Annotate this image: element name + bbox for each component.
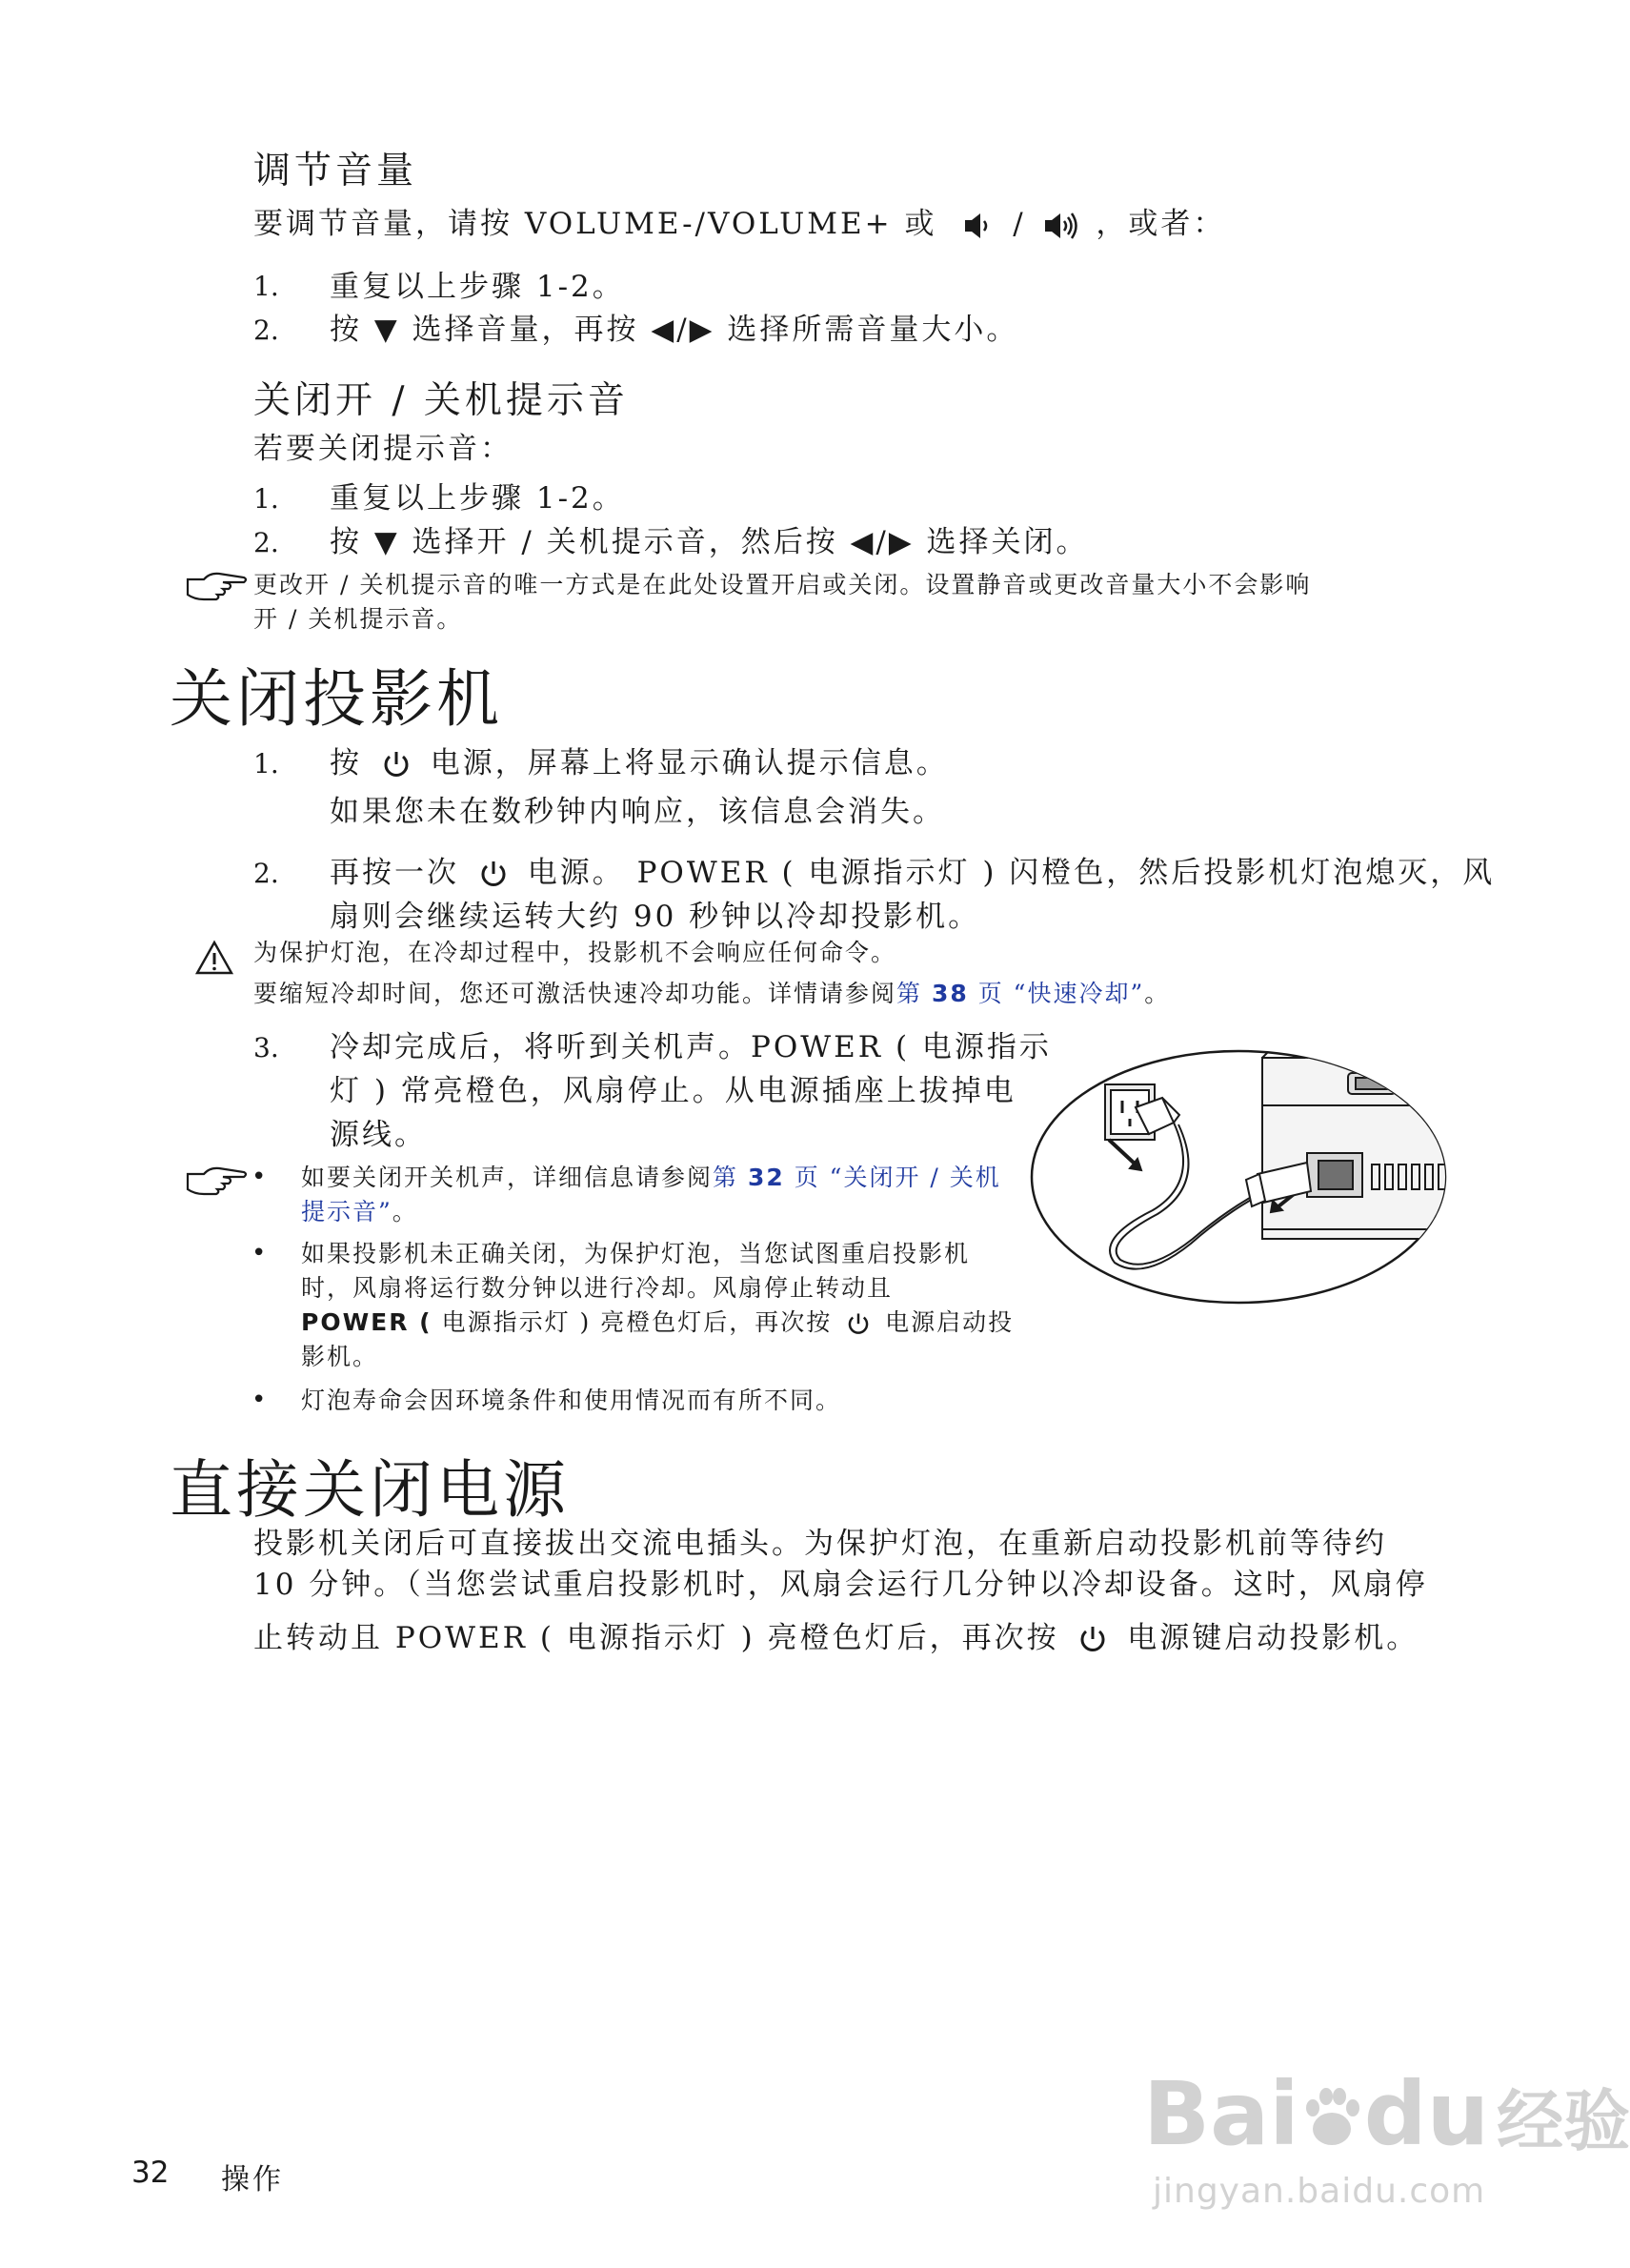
direct-line-1: 投影机关闭后可直接拔出交流电插头。为保护灯泡，在重新启动投影机前等待约 [253, 1527, 1387, 1561]
warning-line-2-end: 。 [1144, 980, 1171, 1007]
bullet-dot: • [252, 1239, 267, 1267]
shutdown-step-1-sub: 如果您未在数秒钟内响应，该信息会消失。 [330, 795, 945, 829]
shutdown-step-3-line-2: 灯 ) 常亮橙色，风扇停止。从电源插座上拔掉电 [330, 1074, 1016, 1108]
beep-note-line-2: 开 / 关机提示音。 [253, 605, 463, 633]
direct-line-3 [253, 1616, 1419, 1660]
shutdown-step-2-text: 电源。 POWER ( 电源指示灯 ) 闪橙色，然后投影机灯泡熄灭，风 [527, 856, 1496, 890]
section-heading-shutdown: 关闭投影机 [170, 662, 503, 736]
note-bullet-2-line-4: 影机。 [301, 1343, 379, 1370]
shutdown-step-2-pre: 再按一次 [330, 856, 459, 890]
page-32-link[interactable] [713, 1164, 1001, 1191]
link-prefix: 第 [896, 980, 923, 1007]
note-bullet-1-line-2 [301, 1195, 418, 1229]
page-number: 32 [131, 2156, 170, 2190]
link-title: 页 “快速冷却” [977, 980, 1145, 1007]
note-bullet-2-line-2: 时，风扇将运行数分钟以进行冷却。风扇停止转动且 [301, 1274, 894, 1302]
link-prefix: 第 [713, 1164, 739, 1191]
volume-step-1-num: 1. [253, 271, 279, 302]
volume-separator: / [1013, 207, 1026, 241]
direct-line-3-post: 电源键启动投影机。 [1127, 1621, 1419, 1655]
beep-intro: 若要关闭提示音： [253, 432, 513, 466]
power-icon [380, 741, 413, 785]
note-bullet-3: 灯泡寿命会因环境条件和使用情况而有所不同。 [301, 1387, 842, 1414]
volume-step-2-text: 按 ▼ 选择音量，再按 ◀/▶ 选择所需音量大小。 [330, 313, 1019, 347]
beep-step-1-text: 重复以上步骤 1-2。 [330, 481, 625, 516]
direct-line-2: 10 分钟。（当您尝试重启投影机时，风扇会运行几分钟以冷却设备。这时，风扇停 [253, 1568, 1428, 1602]
beep-note-line-1: 更改开 / 关机提示音的唯一方式是在此处设置开启或关闭。设置静音或更改音量大小不会影响 [253, 571, 1312, 598]
note-bullet-1-text: 如要关闭开关机声，详细信息请参阅 [301, 1164, 714, 1191]
link-page-number: 32 [747, 1164, 785, 1191]
pointing-hand-icon [185, 1164, 250, 1201]
section-heading-volume: 调节音量 [253, 150, 418, 192]
section-heading-beep: 关闭开 / 关机提示音 [253, 379, 629, 422]
paw-icon [1299, 2071, 1364, 2137]
beep-step-2-num: 2. [253, 527, 279, 558]
volume-down-icon [962, 202, 995, 246]
beep-step-1-num: 1. [253, 483, 279, 515]
link-title: 页 “关闭开 / 关机 [794, 1164, 1001, 1191]
watermark-url: jingyan.baidu.com [1153, 2172, 1486, 2211]
page-38-link[interactable] [896, 980, 1144, 1007]
warning-line-2 [253, 977, 1170, 1011]
shutdown-step-1-pre: 按 [330, 746, 362, 780]
pointing-hand-icon [185, 570, 250, 606]
watermark-brand-2: du [1363, 2063, 1490, 2165]
volume-step-1-text: 重复以上步骤 1-2。 [330, 270, 625, 304]
power-icon [1077, 1616, 1109, 1660]
footer-section-label: 操作 [221, 2163, 284, 2197]
note-bullet-1-line-1 [301, 1161, 1001, 1195]
shutdown-step-2-num: 2. [253, 858, 279, 889]
unplug-power-cord-illustration [1029, 1048, 1448, 1309]
watermark-cn: 经验 [1497, 2081, 1630, 2160]
beep-step-2-text: 按 ▼ 选择开 / 关机提示音，然后按 ◀/▶ 选择关闭。 [330, 525, 1089, 559]
shutdown-step-3-line-3: 源线。 [330, 1118, 427, 1152]
power-icon [845, 1306, 872, 1340]
shutdown-step-1 [330, 741, 949, 785]
link-page-number: 38 [931, 980, 969, 1007]
page-32-link-cont[interactable]: 提示音” [301, 1198, 392, 1225]
volume-up-icon [1042, 202, 1080, 246]
volume-intro [253, 202, 1225, 246]
shutdown-step-1-num: 1. [253, 748, 279, 780]
shutdown-step-3-num: 3. [253, 1032, 279, 1063]
watermark-brand: Bai [1143, 2063, 1299, 2165]
warning-icon [194, 940, 234, 980]
shutdown-step-3-line-1: 冷却完成后，将听到关机声。POWER ( 电源指示 [330, 1030, 1052, 1064]
baidu-jingyan-watermark [1143, 2054, 1630, 2225]
note-bullet-2-line-1: 如果投影机未正确关闭，为保护灯泡，当您试图重启投影机 [301, 1240, 971, 1267]
bullet-dot: • [252, 1163, 267, 1191]
shutdown-step-1-post: 电源，屏幕上将显示确认提示信息。 [430, 746, 949, 780]
shutdown-step-2-line-1 [330, 851, 1495, 895]
volume-intro-end: ，或者： [1096, 207, 1226, 241]
note-bullet-2-end: 电源启动投 [885, 1308, 1015, 1336]
shutdown-step-2-line-2: 扇则会继续运转大约 90 秒钟以冷却投影机。 [330, 900, 981, 934]
direct-line-3-pre: 止转动且 POWER ( 电源指示灯 ) 亮橙色灯后，再次按 [253, 1621, 1059, 1655]
volume-step-2-num: 2. [253, 314, 279, 346]
volume-intro-text: 要调节音量，请按 VOLUME-/VOLUME+ 或 [253, 207, 937, 241]
note-bullet-2-line-3 [301, 1306, 1014, 1340]
warning-line-2-text: 要缩短冷却时间，您还可激活快速冷却功能。详情请参阅 [253, 980, 897, 1007]
bullet-dot: • [252, 1386, 267, 1414]
note-bullet-2-mid: 电源指示灯 ) 亮橙色灯后，再次按 [441, 1308, 833, 1336]
warning-line-1: 为保护灯泡，在冷却过程中，投影机不会响应任何命令。 [253, 939, 897, 966]
note-bullet-1-end: 。 [392, 1198, 418, 1225]
power-icon [477, 851, 510, 895]
power-label: POWER ( [301, 1308, 433, 1336]
section-heading-direct-power-off: 直接关闭电源 [170, 1453, 570, 1527]
